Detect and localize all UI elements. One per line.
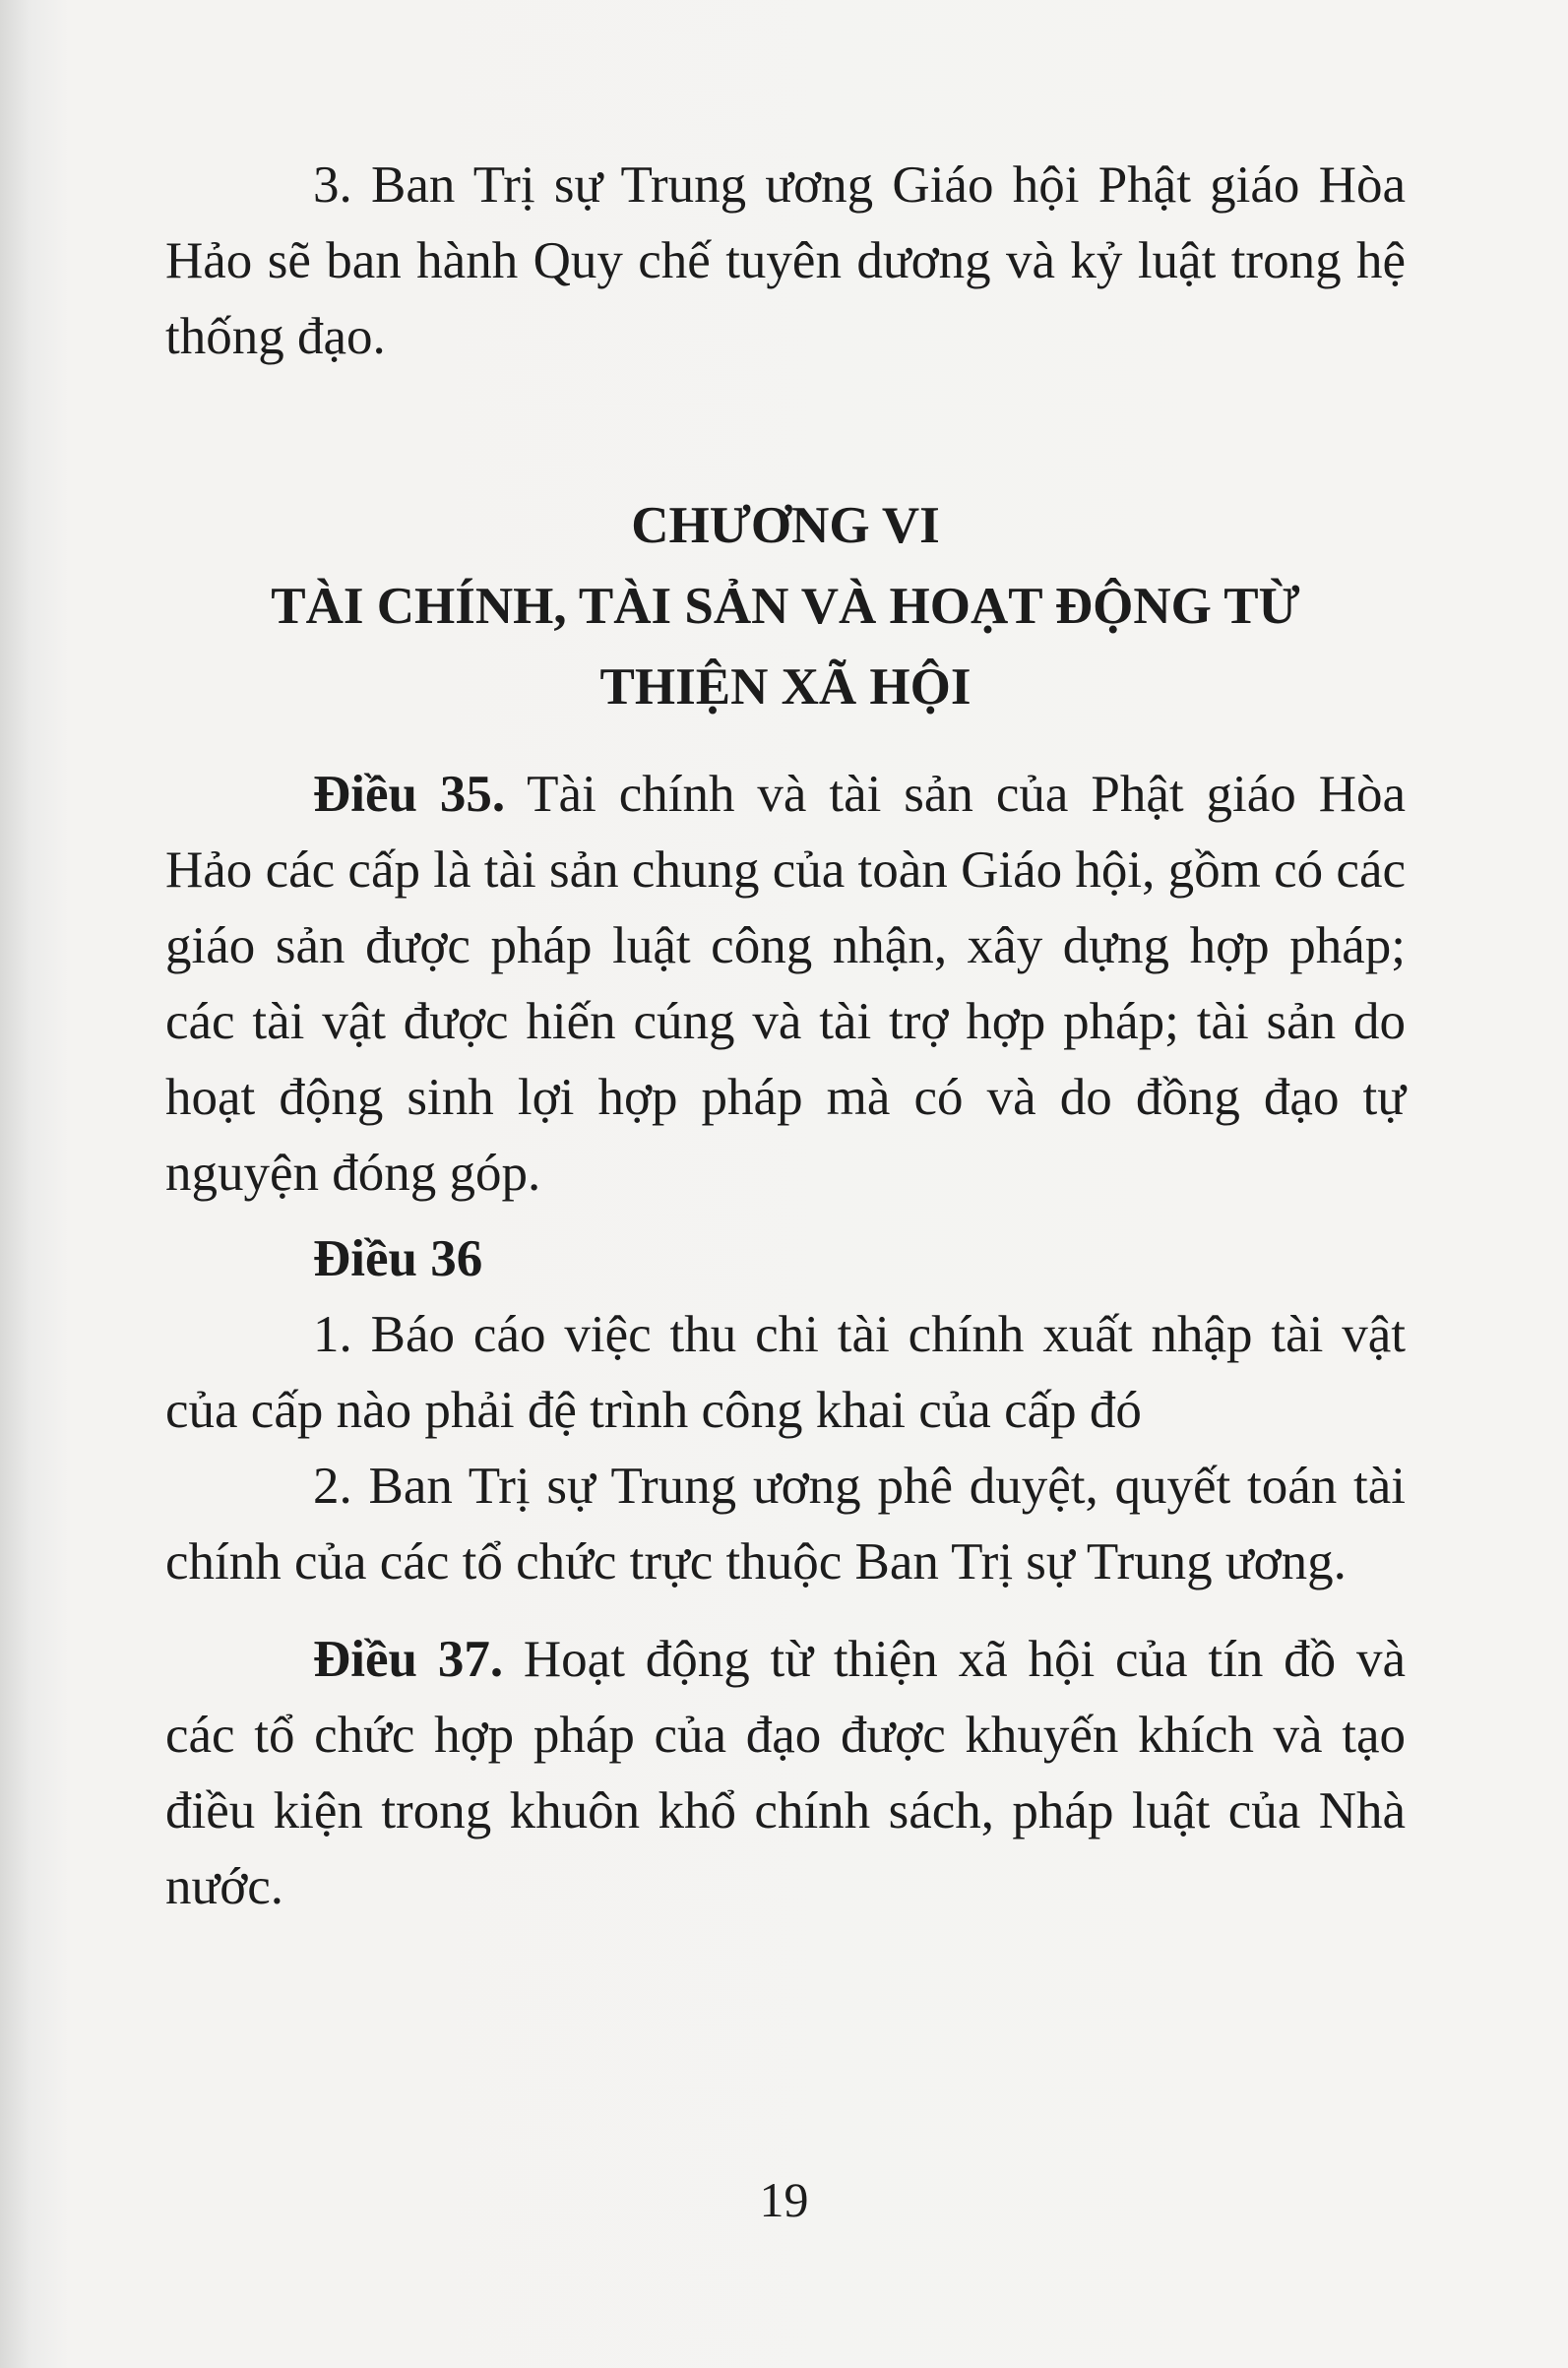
article-35-label: Điều 35. [313, 766, 506, 823]
article-37-label: Điều 37. [313, 1631, 504, 1688]
article-37-text: Hoạt động từ thiện xã hội của tín đồ và các tổ chức hợp pháp của đạo được khuyến khích và tạo điều kiện trong khuôn khổ chính sách, pháp luật của Nhà nước. [165, 1631, 1406, 1915]
article-36-heading: Điều 36 [313, 1230, 483, 1287]
article-36-item-1: 1. Báo cáo việc thu chi tài chính xuất nhập tài vật của cấp nào phải đệ trình công khai của cấp đó [165, 1306, 1406, 1439]
page-content [165, 148, 1406, 1925]
paragraph-clause-3: 3. Ban Trị sự Trung ương Giáo hội Phật giáo Hòa Hảo sẽ ban hành Quy chế tuyên dương và kỷ luật trong hệ thống đạo. [165, 156, 1406, 365]
chapter-number: CHƯƠNG VI [631, 497, 940, 554]
chapter-title-line-1: TÀI CHÍNH, TÀI SẢN VÀ HOẠT ĐỘNG TỪ [271, 578, 1300, 635]
chapter-heading [165, 485, 1406, 727]
page-number: 19 [759, 2172, 809, 2227]
article-37 [165, 1622, 1406, 1925]
article-35-text: Tài chính và tài sản của Phật giáo Hòa Hảo các cấp là tài sản chung của toàn Giáo hội, gồm có các giáo sản được pháp luật công nhận, xây dựng hợp pháp; các tài vật được hiến cúng và tài trợ hợp pháp; tài sản do hoạt động sinh lợi hợp pháp mà có và do đồng đạo tự nguyện đóng góp. [165, 766, 1406, 1202]
article-35 [165, 757, 1406, 1212]
chapter-title-line-2: THIỆN XÃ HỘI [599, 658, 972, 716]
article-36-item-2: 2. Ban Trị sự Trung ương phê duyệt, quyết toán tài chính của các tổ chức trực thuộc Ban Trị sự Trung ương. [165, 1458, 1406, 1590]
